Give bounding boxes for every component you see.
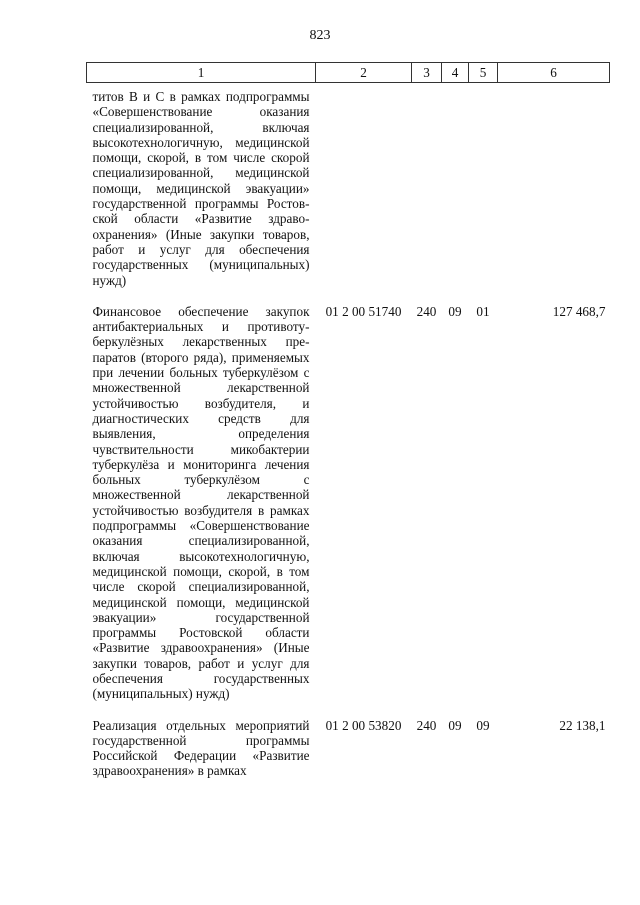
row-description: титов В и С в рамках подпрограммы «Совершенствование оказания специализированной, включая высокотехнологичную, медицинской помощи, скорой, в том числе скорой специализированной, медицинской помощи, медицинской эвакуации» государственной программы Ростовской области «Развитие здравоохранения» (Иные закупки товаров, работ и услуг для обеспечения государственных (муниципальных) нужд) bbox=[92, 89, 310, 288]
row-vr: 240 bbox=[416, 717, 437, 733]
row-vr: 240 bbox=[416, 303, 437, 319]
row-rz: 09 bbox=[448, 303, 462, 319]
row-amount: 22 138,1 bbox=[559, 717, 606, 733]
table-row bbox=[87, 712, 610, 779]
row-pr: 01 bbox=[476, 303, 490, 319]
page-number: 823 bbox=[309, 28, 331, 43]
table-header-row bbox=[87, 63, 610, 83]
row-vr bbox=[412, 83, 442, 298]
column-header-1: 1 bbox=[87, 63, 316, 83]
row-rz bbox=[442, 83, 469, 298]
row-pr bbox=[469, 83, 498, 298]
column-header-2: 2 bbox=[316, 63, 412, 83]
column-header-4: 4 bbox=[442, 63, 469, 83]
row-description: Финансовое обеспечение закупок антибактериальных и противотуберкулёзных лекарственных препаратов (второго ряда), применяемых при лечении больных туберкулёзом с множественной лекарственной устойчивостью возбудителя, и диагностических средств для выявления, определения чувствительности микобактерии туберкулёза и мониторинга лечения больных туберкулёзом с множественной лекарственной устойчивостью возбудителя в рамках подпрограммы «Совершенствование оказания специализированной, включая высокотехнологичную, медицинской помощи, скорой, в том числе скорой специализированной, медицинской помощи, медицинской эвакуации» государственной программы Ростовской области «Развитие здравоохранения» (Иные закупки товаров, работ и услуг для обеспечения государственных (муниципальных) нужд) bbox=[92, 303, 310, 702]
row-rz: 09 bbox=[448, 717, 462, 733]
row-code: 01 2 00 53820 bbox=[325, 717, 402, 733]
row-pr: 09 bbox=[476, 717, 490, 733]
row-amount: 127 468,7 bbox=[552, 303, 606, 319]
table-row bbox=[87, 83, 610, 298]
column-header-5: 5 bbox=[469, 63, 498, 83]
row-amount bbox=[498, 83, 610, 298]
row-code: 01 2 00 51740 bbox=[325, 303, 402, 319]
row-code bbox=[316, 83, 412, 298]
row-description: Реализация отдельных мероприятий государственной программы Российской Федерации «Развитие здравоохранения» в рамках bbox=[92, 717, 310, 779]
table-row bbox=[87, 298, 610, 712]
budget-table bbox=[86, 62, 610, 779]
column-header-6: 6 bbox=[498, 63, 610, 83]
column-header-3: 3 bbox=[412, 63, 442, 83]
